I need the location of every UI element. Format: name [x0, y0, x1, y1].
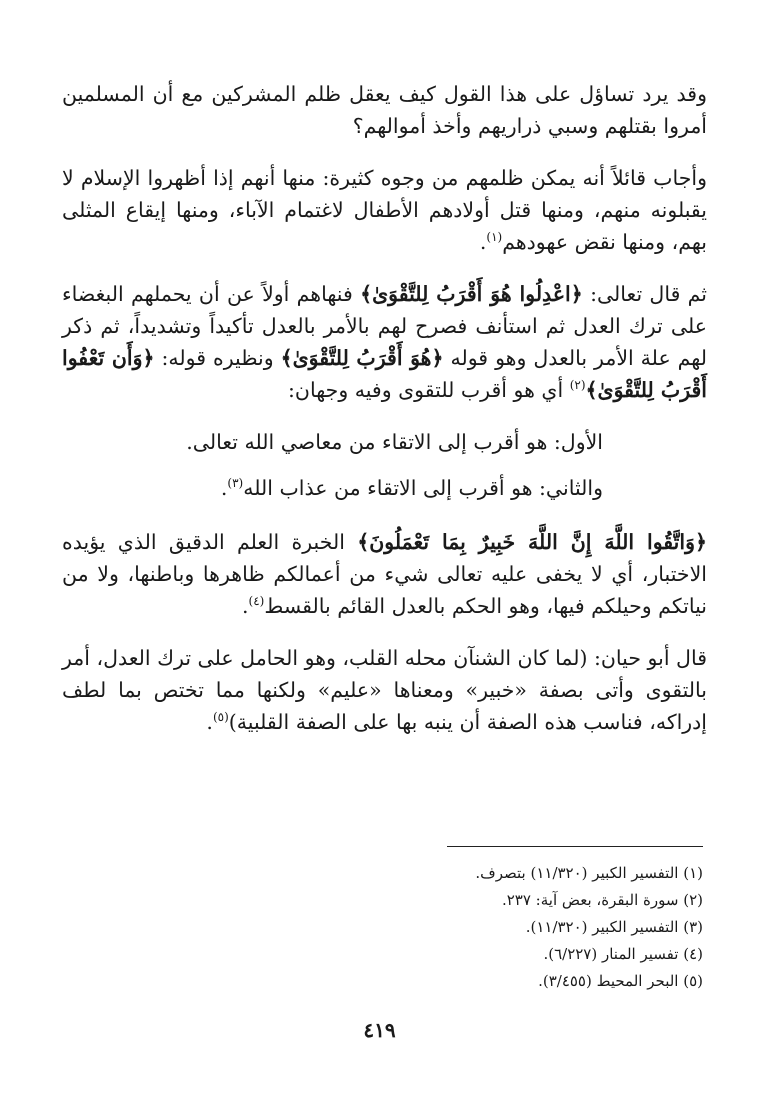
quran-verse-4: ﴿وَاتَّقُوا اللَّهَ إِنَّ اللَّهَ خَبِيرٌ بِمَا تَعْمَلُونَ﴾	[357, 530, 707, 554]
paragraph-5	[62, 642, 707, 738]
footnote-ref-4: (٤)	[248, 594, 265, 609]
point-second-tail: .	[220, 476, 228, 500]
footnote-ref-3: (٣)	[227, 476, 244, 491]
point-second	[62, 472, 707, 504]
footnote-item: (٤) تفسير المنار (٦/٢٢٧).	[543, 945, 703, 963]
paragraph-3-mid2: ونظيره قوله:	[161, 346, 274, 370]
page-body	[62, 78, 707, 758]
point-first	[62, 426, 707, 458]
paragraph-3-mid1: فنهاهم أولاً عن أن يحملهم البغضاء على ترك العدل ثم استأنف فصرح لهم بالأمر بالعدل تأكيداً وتشديداً، ثم ذكر لهم علة الأمر بالعدل وهو قوله	[62, 282, 707, 370]
footnote-ref-2: (٢)	[569, 378, 586, 393]
paragraph-4	[62, 526, 707, 622]
paragraph-5-text: قال أبو حيان: (لما كان الشنآن محله القلب، وهو الحامل على ترك العدل، أمر بالتقوى وأتى بصفة «خبير» ومعناها «عليم» ولكنها مما تختص بما لطف إدراكه، فناسب هذه الصفة أن ينبه بها على الصفة القلبية)	[62, 646, 707, 734]
footnotes-list	[343, 860, 703, 995]
paragraph-2-text: وأجاب قائلاً أنه يمكن ظلمهم من وجوه كثيرة: منها أنهم إذا أظهروا الإسلام لا يقبلونه منهم، ومنها قتل أولادهم الأطفال لاغتمام الآباء، ومنها إيقاع المثلى بهم، ومنها نقض عهودهم	[62, 166, 707, 254]
paragraph-3-lead: ثم قال تعالى:	[590, 282, 707, 306]
paragraph-5-tail: .	[206, 710, 213, 734]
footnote-item: (٣) التفسير الكبير (١١/٣٢٠).	[525, 918, 703, 936]
quran-verse-3: ﴿وَأَن تَعْفُوا أَقْرَبُ لِلتَّقْوَىٰ﴾	[62, 346, 707, 402]
point-second-text: والثاني: هو أقرب إلى الاتقاء من عذاب الله	[243, 476, 603, 500]
paragraph-3-end: أي هو أقرب للتقوى وفيه وجهان:	[287, 378, 564, 402]
footnote-item: (١) التفسير الكبير (١١/٣٢٠) بتصرف.	[475, 864, 703, 882]
paragraph-1	[62, 78, 707, 142]
paragraph-2	[62, 162, 707, 258]
paragraph-2-tail: .	[479, 230, 487, 254]
page-number: ٤١٩	[363, 1018, 396, 1042]
paragraph-3	[62, 278, 707, 406]
point-first-text: الأول: هو أقرب إلى الاتقاء من معاصي الله تعالى.	[186, 430, 603, 454]
paragraph-1-text: وقد يرد تساؤل على هذا القول كيف يعقل ظلم المشركين مع أن المسلمين أمروا بقتلهم وسبي ذراريهم وأخذ أموالهم؟	[62, 82, 707, 138]
footnote-item: (٥) البحر المحيط (٣/٤٥٥).	[538, 972, 703, 990]
quran-verse-1: ﴿اعْدِلُوا هُوَ أَقْرَبُ لِلتَّقْوَىٰ﴾	[360, 282, 583, 306]
footnote-divider	[447, 846, 703, 847]
paragraph-4-tail: .	[242, 594, 249, 618]
paragraph-4-text: الخبرة العلم الدقيق الذي يؤيده الاختبار، أي لا يخفى عليه تعالى شيء من أعمالكم ظاهرها وباطنها، ولا من نياتكم وحيلكم فيها، وهو الحكم بالعدل القائم بالقسط	[62, 530, 707, 618]
footnote-ref-5: (٥)	[212, 710, 229, 725]
footnote-ref-1: (١)	[486, 230, 503, 245]
quran-verse-2: ﴿هُوَ أَقْرَبُ لِلتَّقْوَىٰ﴾	[280, 346, 444, 370]
footnote-item: (٢) سورة البقرة، بعض آية: ٢٣٧.	[501, 891, 703, 909]
